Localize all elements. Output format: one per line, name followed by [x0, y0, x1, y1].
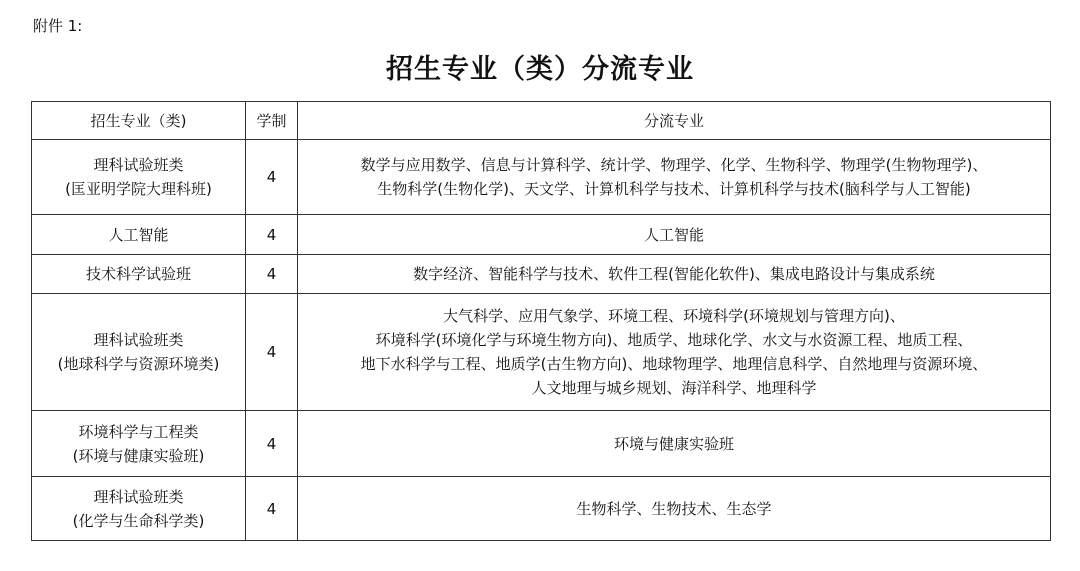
major-cell	[32, 477, 246, 541]
tracks-line: 人文地理与城乡规划、海洋科学、地理科学	[531, 379, 817, 397]
years-cell: 4	[246, 215, 298, 255]
tracks-line: 环境与健康实验班	[613, 434, 734, 453]
years-cell: 4	[246, 411, 298, 477]
tracks-line: 数字经济、智能科学与技术、软件工程(智能化软件)、集成电路设计与集成系统	[413, 265, 935, 283]
tracks-cell	[298, 477, 1051, 541]
major-name: 理科试验班类	[93, 331, 184, 349]
table-row	[32, 140, 1051, 215]
major-name: 理科试验班类	[93, 487, 184, 506]
tracks-line: 人工智能	[643, 225, 704, 244]
major-name: 理科试验班类	[93, 156, 184, 174]
major-subname: (匡亚明学院大理科班)	[65, 180, 212, 198]
years-cell: 4	[246, 255, 298, 294]
years-cell: 4	[246, 140, 298, 215]
table-row	[32, 477, 1051, 541]
tracks-line: 生物科学、生物技术、生态学	[576, 499, 772, 518]
column-header-tracks: 分流专业	[298, 102, 1051, 140]
table-row	[32, 411, 1051, 477]
major-subname: (地球科学与资源环境类)	[57, 355, 220, 373]
major-cell	[32, 255, 246, 294]
major-cell	[32, 140, 246, 215]
major-cell	[32, 294, 246, 411]
tracks-line: 数学与应用数学、信息与计算科学、统计学、物理学、化学、生物科学、物理学(生物物理学)、	[360, 156, 988, 174]
tracks-cell	[298, 294, 1051, 411]
tracks-cell	[298, 411, 1051, 477]
tracks-cell	[298, 140, 1051, 215]
document-title: 招生专业（类）分流专业	[386, 54, 694, 85]
table-header-row	[32, 102, 1051, 140]
major-name: 人工智能	[108, 225, 169, 244]
tracks-cell	[298, 255, 1051, 294]
tracks-line: 环境科学(环境化学与环境生物方向)、地质学、地球化学、水文与水资源工程、地质工程、	[375, 331, 973, 349]
major-subname: (环境与健康实验班)	[72, 446, 205, 465]
table-row	[32, 255, 1051, 294]
tracks-line: 地下水科学与工程、地质学(古生物方向)、地球物理学、地理信息科学、自然地理与资源环境、	[360, 355, 988, 373]
tracks-cell	[298, 215, 1051, 255]
attachment-label: 附件 1:	[33, 17, 83, 35]
major-cell	[32, 411, 246, 477]
column-header-major: 招生专业（类)	[32, 102, 246, 140]
majors-table	[31, 101, 1051, 541]
major-name: 环境科学与工程类	[78, 422, 199, 441]
tracks-line: 生物科学(生物化学)、天文学、计算机科学与技术、计算机科学与技术(脑科学与人工智能)	[377, 180, 971, 198]
years-cell: 4	[246, 477, 298, 541]
major-name: 技术科学试验班	[85, 265, 191, 283]
table-row	[32, 215, 1051, 255]
table-row	[32, 294, 1051, 411]
major-cell	[32, 215, 246, 255]
tracks-line: 大气科学、应用气象学、环境工程、环境科学(环境规划与管理方向)、	[443, 307, 905, 325]
major-subname: (化学与生命科学类)	[72, 511, 205, 530]
years-cell: 4	[246, 294, 298, 411]
column-header-years: 学制	[246, 102, 298, 140]
